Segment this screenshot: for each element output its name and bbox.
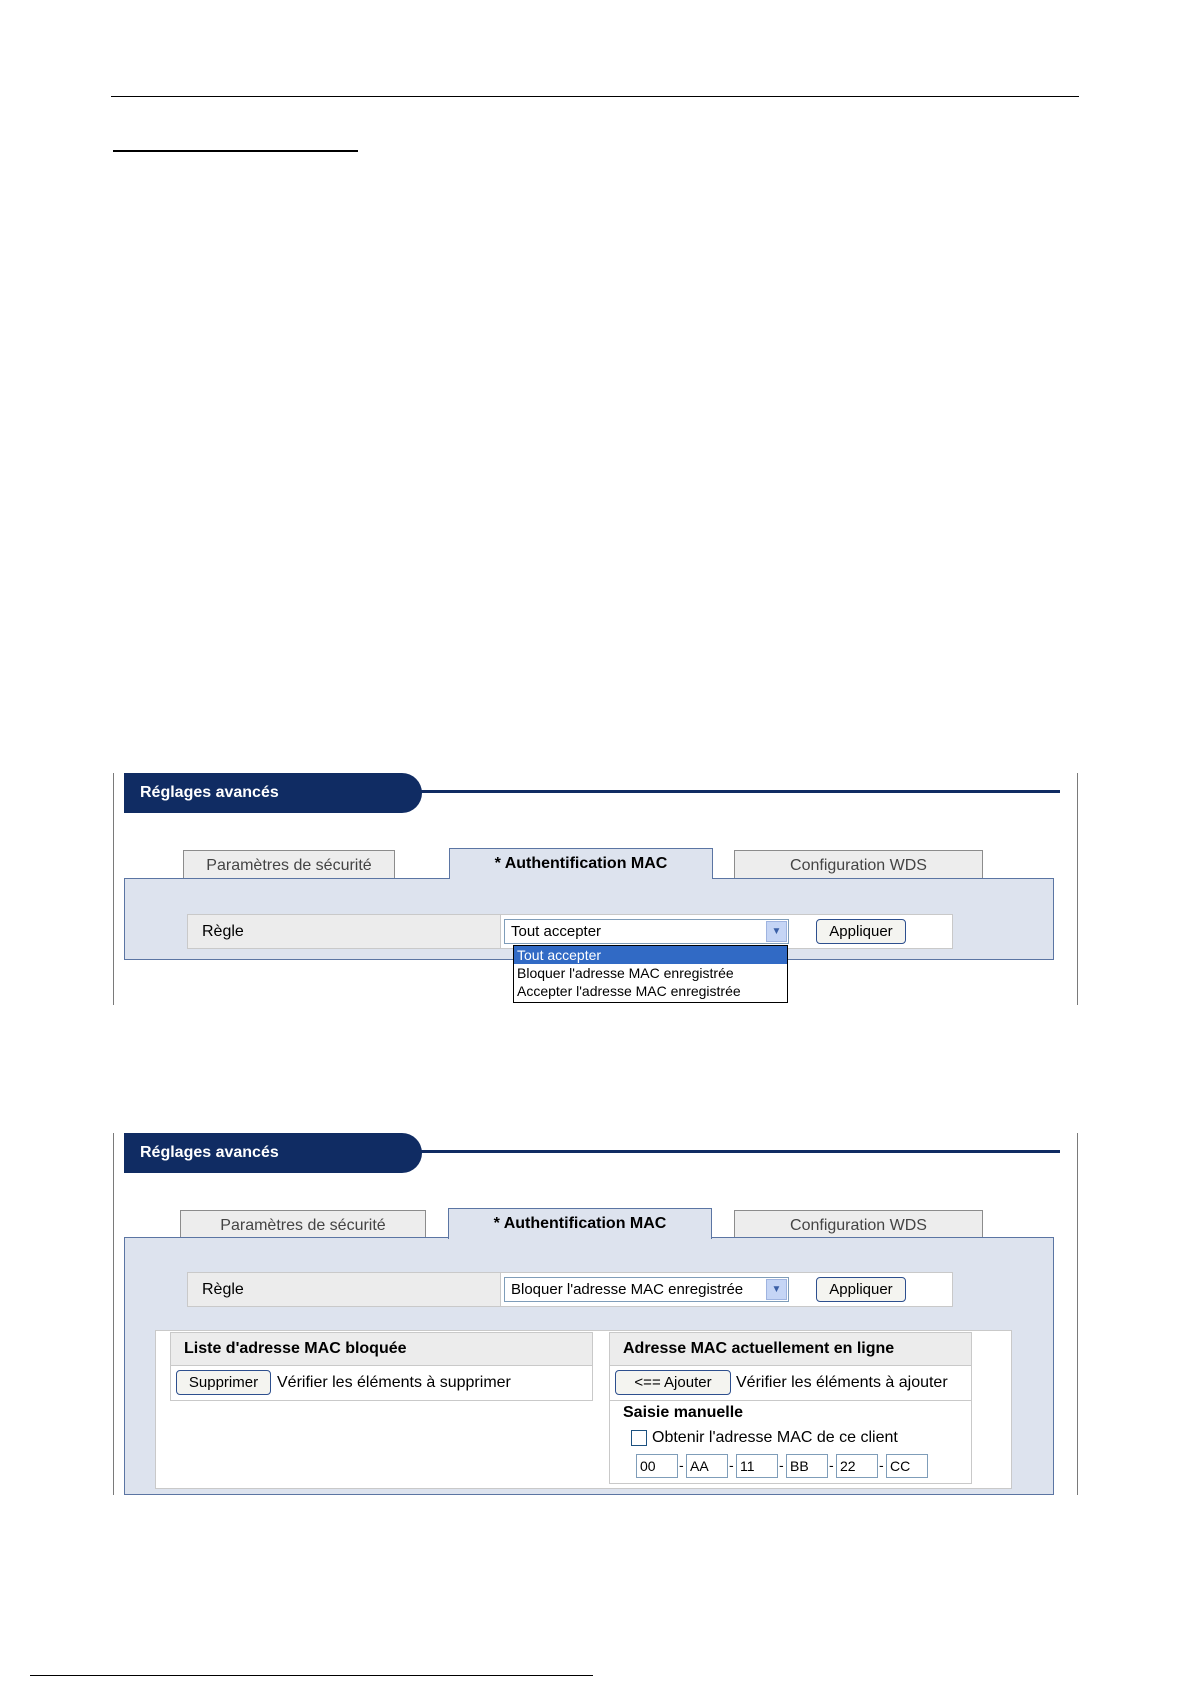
page-footer-rule	[30, 1675, 593, 1676]
dropdown-option[interactable]: Bloquer l'adresse MAC enregistrée	[517, 965, 734, 981]
rule-select[interactable]	[504, 1277, 789, 1302]
page-header-rule	[111, 96, 1079, 97]
mac-octet-field[interactable]: 00	[636, 1454, 678, 1478]
screenshot-frame-right	[1077, 1133, 1078, 1495]
online-list-actions	[609, 1365, 972, 1401]
mac-octet-field[interactable]: 22	[836, 1454, 878, 1478]
tab-mac-authentication[interactable]: * Authentification MAC	[448, 1208, 712, 1239]
mac-separator: -	[729, 1457, 734, 1473]
screenshot-frame-left	[113, 1133, 114, 1495]
mac-octet-field[interactable]: BB	[786, 1454, 828, 1478]
tab-wds-configuration[interactable]: Configuration WDS	[734, 850, 983, 879]
online-list-header: Adresse MAC actuellement en ligne	[609, 1332, 972, 1366]
tab-security-parameters[interactable]: Paramètres de sécurité	[180, 1210, 426, 1239]
chevron-down-icon[interactable]: ▼	[766, 1279, 787, 1300]
add-button[interactable]: <== Ajouter	[615, 1370, 731, 1395]
rule-label: Règle	[188, 915, 501, 948]
rule-select[interactable]	[504, 919, 789, 944]
get-client-mac-checkbox[interactable]	[631, 1430, 647, 1446]
mac-lists-container	[155, 1330, 1012, 1489]
blocked-list-header: Liste d'adresse MAC bloquée	[170, 1332, 593, 1366]
rule-select-value: Bloquer l'adresse MAC enregistrée	[511, 1281, 744, 1298]
dropdown-option[interactable]: Tout accepter	[514, 946, 787, 964]
panel-title-line	[413, 790, 1060, 793]
screenshot-frame-left	[113, 773, 114, 1005]
manual-entry-title: Saisie manuelle	[623, 1404, 744, 1421]
manual-entry-section	[609, 1400, 972, 1484]
rule-row	[187, 1272, 953, 1307]
chevron-down-icon[interactable]: ▼	[766, 921, 787, 942]
tab-security-parameters[interactable]: Paramètres de sécurité	[183, 850, 395, 879]
apply-button[interactable]: Appliquer	[816, 1277, 906, 1302]
panel-title-line	[413, 1150, 1060, 1153]
rule-label: Règle	[188, 1273, 501, 1306]
tab-panel	[124, 1237, 1054, 1495]
dropdown-option[interactable]: Accepter l'adresse MAC enregistrée	[517, 983, 741, 999]
mac-octet-field[interactable]: AA	[686, 1454, 728, 1478]
tab-mac-authentication[interactable]: * Authentification MAC	[449, 848, 713, 879]
rule-dropdown-list	[513, 945, 788, 1003]
mac-separator: -	[779, 1457, 784, 1473]
screenshot-mac-auth-block-list	[113, 1133, 1078, 1495]
panel-title: Réglages avancés	[124, 773, 422, 813]
screenshot-frame-right	[1077, 773, 1078, 1005]
get-client-mac-label: Obtenir l'adresse MAC de ce client	[652, 1429, 898, 1446]
screenshot-mac-auth-rule-dropdown	[113, 773, 1078, 1005]
mac-separator: -	[879, 1457, 884, 1473]
rule-select-value: Tout accepter	[511, 923, 602, 940]
apply-button[interactable]: Appliquer	[816, 919, 906, 944]
mac-separator: -	[679, 1457, 684, 1473]
add-hint: Vérifier les éléments à ajouter	[736, 1374, 948, 1391]
panel-title: Réglages avancés	[124, 1133, 422, 1173]
mac-separator: -	[829, 1457, 834, 1473]
mac-octet-field[interactable]: 11	[736, 1454, 778, 1478]
manual-mac-fields	[636, 1454, 936, 1480]
rule-row	[187, 914, 953, 949]
section-heading-underline	[113, 150, 358, 152]
tab-wds-configuration[interactable]: Configuration WDS	[734, 1210, 983, 1239]
mac-octet-field[interactable]: CC	[886, 1454, 928, 1478]
blocked-list-actions	[170, 1365, 593, 1401]
delete-button[interactable]: Supprimer	[176, 1370, 271, 1395]
delete-hint: Vérifier les éléments à supprimer	[277, 1374, 511, 1391]
